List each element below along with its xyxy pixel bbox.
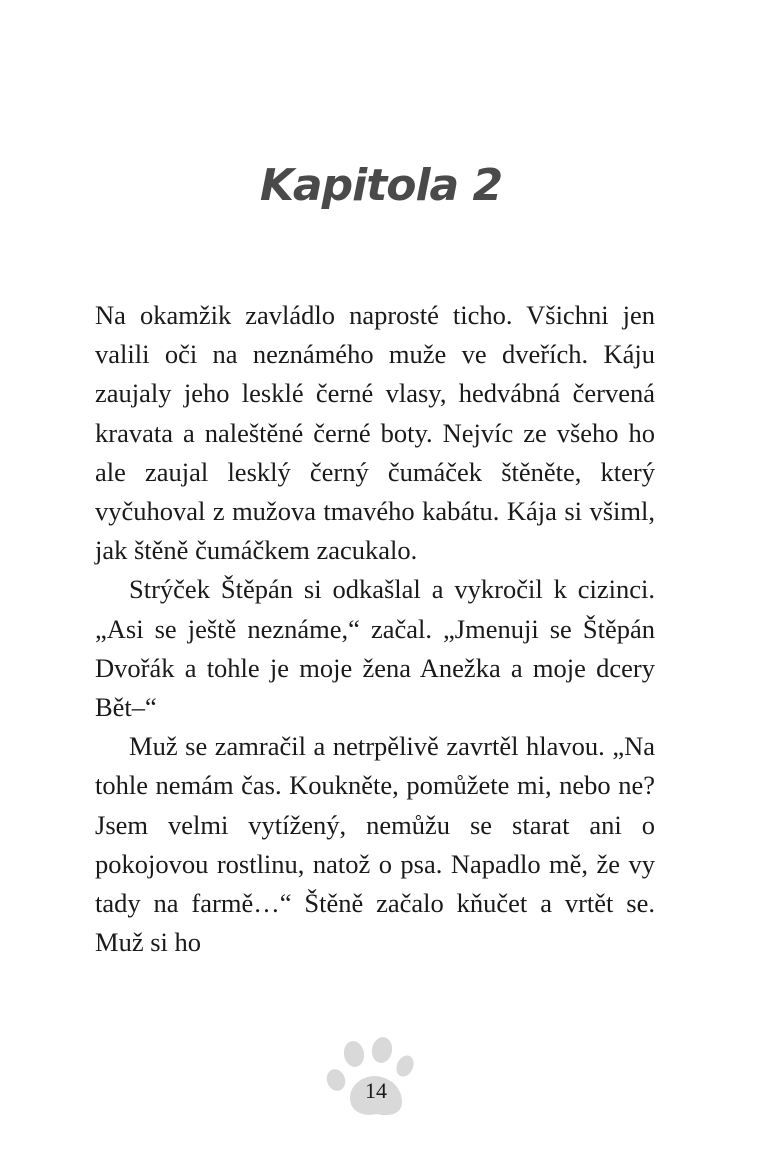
chapter-title: Kapitola 2 bbox=[259, 160, 503, 211]
paragraph-3: Muž se zamračil a netrpělivě zavrtěl hlavou. „Na tohle nemám čas. Koukněte, pomůžete mi, nebo ne? Jsem velmi vytížený, nemůžu se starat ani o pokojovou rostlinu, natož o psa. Napadlo mě, že vy tady na farmě…“ Štěně začalo kňučet a vrtět se. Muž si ho bbox=[95, 731, 655, 958]
chapter-body bbox=[95, 296, 655, 962]
paw-print-icon bbox=[326, 1036, 418, 1118]
paragraph-2: Strýček Štěpán si odkašlal a vykročil k cizinci. „Asi se ještě neznáme,“ začal. „Jmenuji se Štěpán Dvořák a tohle je moje žena Anežka a moje dcery Bět–“ bbox=[95, 574, 655, 723]
page-number: 14 bbox=[365, 1078, 387, 1103]
paragraph-1: Na okamžik zavládlo naprosté ticho. Všichni jen valili oči na neznámého muže ve dveřích. Káju zaujaly jeho lesklé černé vlasy, hedvábná červená kravata a naleštěné černé boty. Nejvíc ze všeho ho ale zaujal lesklý černý čumáček štěněte, který vyčuhoval z mužova tmavého kabátu. Kája si všiml, jak štěně čumáčkem zacukalo. bbox=[95, 300, 655, 566]
